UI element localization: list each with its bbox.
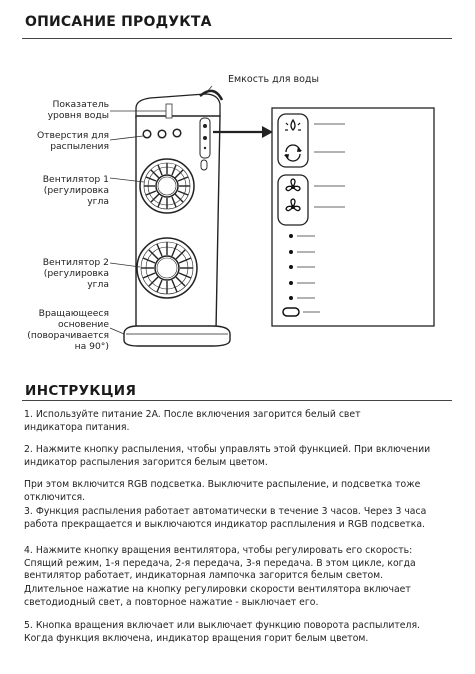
fan-2-label: Вентилятор 2 (регулировка угла — [42, 257, 109, 290]
spray-holes-label: Отверстия для распыления — [36, 130, 109, 152]
rotating-base — [124, 326, 230, 346]
water-level-indicator — [166, 104, 172, 118]
water-level-label: Показатель уровня воды — [47, 99, 109, 121]
spray-hole — [173, 129, 181, 137]
instruction-paragraph: При этом включится RGB подсветка. Выключите распыление, и подсветка тоже отключится. — [24, 479, 421, 503]
page-title: ОПИСАНИЕ ПРОДУКТА — [25, 14, 212, 30]
instruction-paragraph: 3. Функция распыления работает автоматически в течение 3 часов. Через 3 часа работа прекращается и выключаются индикатор расплыления и RGB подсветка. — [24, 506, 427, 530]
indicator-dot — [289, 234, 293, 238]
instruction-paragraph: 1. Используйте питание 2A. После включения загорится белый свет индикатора питания. — [24, 409, 361, 433]
indicator-dot — [289, 265, 293, 269]
instructions-title: ИНСТРУКЦИЯ — [25, 383, 137, 399]
tank-label: Емкость для воды — [228, 74, 319, 85]
indicator-dot — [289, 296, 293, 300]
instruction-paragraph: 4. Нажмите кнопку вращения вентилятора, чтобы регулировать его скорость: Спящий режим, 1-я передача, 2-я передача, 3-я передача. В этом цикле, когда вентилятор работает, индикаторная лампочка загорится белым светом. — [24, 545, 416, 581]
fan-1-label: Вентилятор 1 (регулировка угла — [42, 174, 109, 207]
spray-hole — [158, 130, 166, 138]
instruction-paragraph: 5. Кнопка вращения включает или выключает функцию поворота распылителя. Когда функция включена, индикатор вращения горит белым цветом. — [24, 620, 420, 644]
instruction-paragraph: Длительное нажатие на кнопку регулировки скорости вентилятора включает светодиодный свет, а повторное нажатие - выключает его. — [24, 584, 411, 608]
instructions-underline — [22, 400, 452, 401]
fan-2 — [137, 238, 197, 298]
instruction-paragraph: 2. Нажмите кнопку распыления, чтобы управлять этой функцией. При включении индикатор распыления загорится белым цветом. — [24, 444, 431, 468]
fan-1 — [140, 159, 194, 213]
power-pill-icon — [283, 308, 299, 316]
humidifier-fan-device — [124, 91, 230, 346]
spray-hole — [143, 130, 151, 138]
indicator-dot — [289, 250, 293, 254]
rotating-base-label: Вращающееся основение (поворачивается на 90°) — [27, 308, 109, 352]
mist-rotate-button-group — [278, 114, 308, 167]
indicator-dot — [289, 281, 293, 285]
